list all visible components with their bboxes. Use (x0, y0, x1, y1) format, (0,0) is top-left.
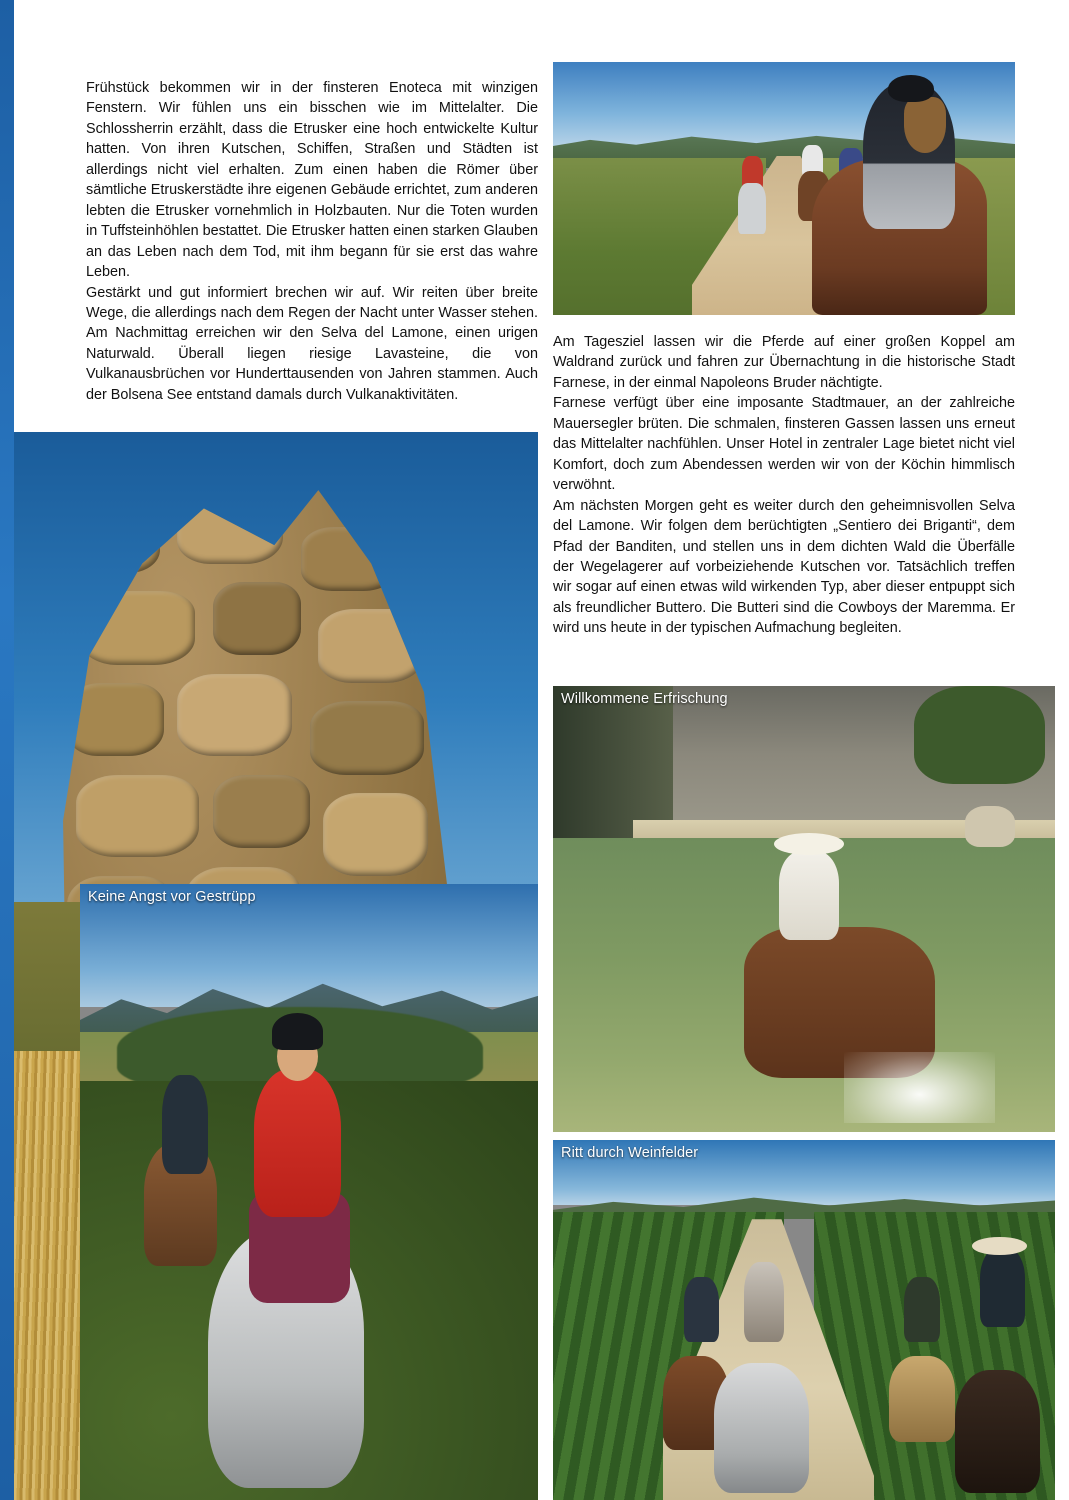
horse-palomino (889, 1356, 954, 1442)
rider-red-shirt (254, 1069, 341, 1217)
cliff-shadow (553, 686, 673, 838)
stone (323, 793, 429, 876)
photo-caption: Willkommene Erfrischung (561, 691, 728, 707)
stone (76, 775, 199, 858)
rider-behind (162, 1075, 208, 1174)
photo-horse-in-water (553, 686, 1055, 1132)
photo-ride-through-scrub (80, 884, 538, 1500)
stone (310, 701, 424, 774)
paragraph-selva-del-lamone: Am nächsten Morgen geht es weiter durch den geheimnisvollen Selva del Lamone. Wir folgen dem berüchtigten „Sentiero dei Briganti“, dem Pfad der Banditen, und stellen uns in dem dichten Wald die Überfälle der Wegelagerer auf vorbeiziehende Kutschen vor. Tatsächlich treffen wir sogar auf einen etwas wild wirkenden Typ, aber dieser entpuppt sich als freundlicher Buttero. Die Butteri sind die Cowboys der Maremma. Er wird uns heute in der typischen Aufmachung begleiten. (553, 497, 1015, 637)
photo-ride-through-vineyards (553, 1140, 1055, 1500)
article-text-left-column (86, 78, 538, 405)
photo-trail-ride (553, 62, 1015, 315)
rider-left (684, 1277, 719, 1342)
bush (914, 686, 1045, 784)
rider-middle (904, 1277, 939, 1342)
stone (213, 775, 310, 848)
photo-caption: Keine Angst vor Gestrüpp (88, 889, 256, 905)
stone (213, 582, 301, 655)
rock-in-water (965, 806, 1015, 846)
riding-helmet (888, 75, 934, 103)
rider-right (980, 1248, 1025, 1327)
horse-dark (955, 1370, 1040, 1492)
horse-grey (714, 1363, 809, 1493)
photo-caption: Ritt durch Weinfelder (561, 1145, 699, 1161)
rider-front (744, 1262, 784, 1341)
paragraph-breakfast: Frühstück bekommen wir in der finsteren Enoteca mit winzigen Fenstern. Wir fühlen uns ein bisschen wie im Mittelalter. Die Schlossherrin erzählt, dass die Etrusker eine hoch entwickelte Kultur hatten. Von ihren Kutschen, Schiffen, Straßen und Städten ist allerdings nicht viel erhalten. Zum einen haben die Römer über sämtliche Etruskerstädte ihre eigenen Gebäude errichtet, zum anderen lebten die Etrusker vornehmlich in Holzbauten. Nur die Toten wurden in Tuffsteinhöhlen bestattet. Die Etrusker hatten einen starken Glauben an das Leben nach dem Tod, mit ihm begann für sie erst das wahre Leben. (86, 80, 538, 281)
stone (177, 674, 291, 757)
page-accent-bar (0, 0, 14, 1500)
riding-helmet (272, 1013, 322, 1050)
rider-hair (904, 97, 946, 153)
paragraph-farnese-town: Farnese verfügt über eine imposante Stadtmauer, an der zahlreiche Mauersegler brüten. Die schmalen, finsteren Gassen lassen uns erneut das Mittelalter nachfühlen. Unser Hotel in zentraler Lage bietet nicht viel Komfort, doch zum Abendessen werden wir von der Köchin himmlisch verwöhnt. (553, 395, 1015, 494)
water-splash (844, 1052, 995, 1123)
paragraph-ride-start: Gestärkt und gut informiert brechen wir auf. Wir reiten über breite Wege, die allerdings nach dem Regen der Nacht unter Wasser stehen. Am Nachmittag erreichen wir den Selva del Lamone, einen urigen Naturwald. Überall liegen riesige Lavasteine, die von Vulkanausbrüchen vor Hunderttausenden von Jahren stammen. Auch der Bolsena See entstand damals durch Vulkanaktivitäten. (86, 284, 538, 403)
paragraph-farnese-arrival: Am Tagesziel lassen wir die Pferde auf einer großen Koppel am Waldrand zurück und fahren zur Übernachtung in die historische Stadt Farnese, in der einmal Napoleons Bruder nächtigte. (553, 334, 1015, 391)
buttero-rider (779, 851, 839, 940)
article-text-right-column (553, 332, 1015, 639)
horse-distant-1 (738, 183, 766, 234)
